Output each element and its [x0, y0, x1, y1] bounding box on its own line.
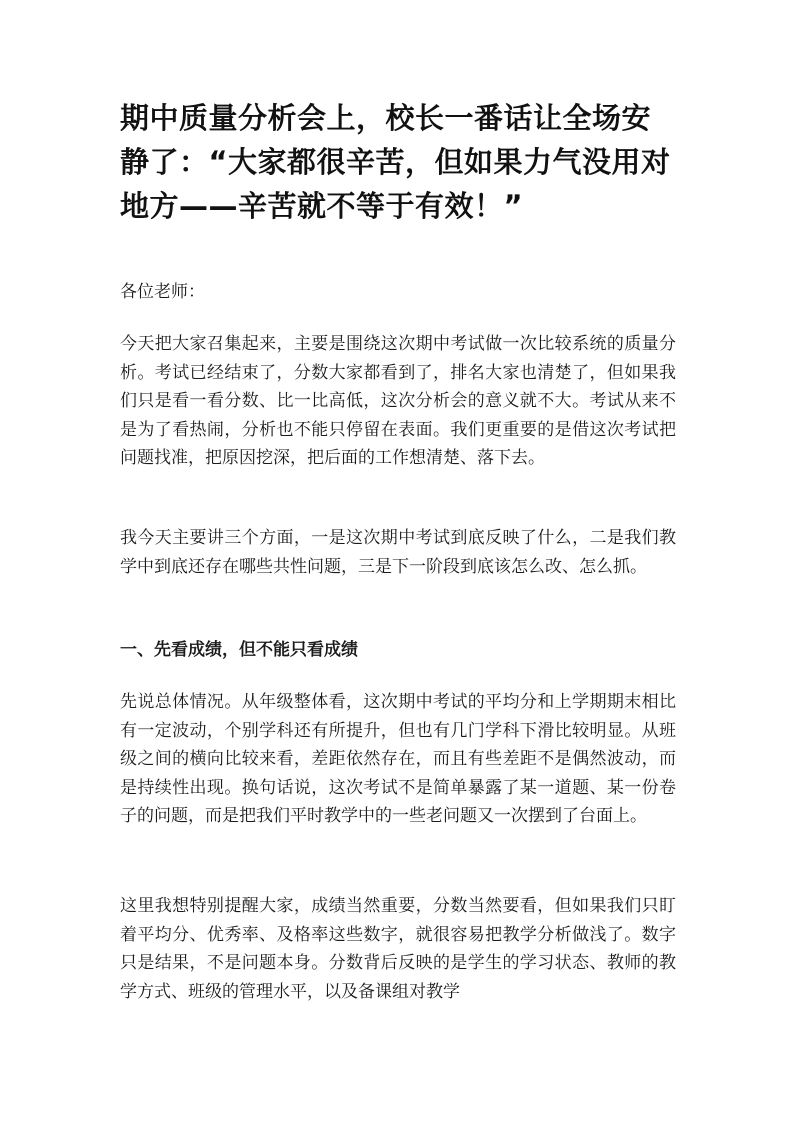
greeting: 各位老师：: [120, 282, 205, 302]
document-page: [120, 96, 676, 1002]
paragraph-intro: 今天把大家召集起来，主要是围绕这次期中考试做一次比较系统的质量分析。考试已经结束了，分数大家都看到了，排名大家也清楚了，但如果我们只是看一看分数、比一比高低，这次分析会的意义就不大。考试从来不是为了看热闹，分析也不能只停留在表面。我们更重要的是借这次考试把问题找准，把原因挖深，把后面的工作想清楚、落下去。: [120, 334, 676, 468]
article-title: 期中质量分析会上，校长一番话让全场安静了：“大家都很辛苦，但如果力气没用对地方——辛苦就不等于有效！”: [120, 101, 671, 223]
paragraph-overview: 先说总体情况。从年级整体看，这次期中考试的平均分和上学期期末相比有一定波动，个别学科还有所提升，但也有几门学科下滑比较明显。从班级之间的横向比较来看，差距依然存在，而且有些差距不是偶然波动，而是持续性出现。换句话说，这次考试不是简单暴露了某一道题、某一份卷子的问题，而是把我们平时教学中的一些老问题又一次摆到了台面上。: [120, 692, 676, 826]
paragraph-outline: 我今天主要讲三个方面，一是这次期中考试到底反映了什么，二是我们教学中到底还存在哪些共性问题，三是下一阶段到底该怎么改、怎么抓。: [120, 528, 676, 577]
section-heading: 一、先看成绩，但不能只看成绩: [120, 640, 358, 660]
paragraph-reminder: 这里我想特别提醒大家，成绩当然重要，分数当然要看，但如果我们只盯着平均分、优秀率、及格率这些数字，就很容易把教学分析做浅了。数字只是结果，不是问题本身。分数背后反映的是学生的学习状态、教师的教学方式、班级的管理水平，以及备课组对教学: [120, 896, 676, 1002]
